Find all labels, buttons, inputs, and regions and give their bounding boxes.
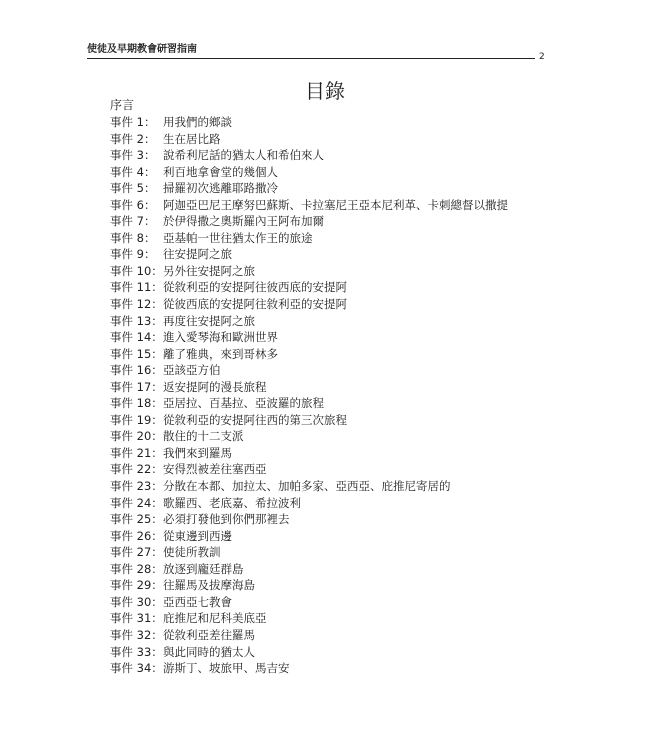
toc-entry — [110, 279, 508, 296]
toc-entry — [110, 395, 508, 412]
toc-entry-label: 事件 14： — [110, 330, 163, 345]
running-header: 使徒及早期教會研習指南 — [87, 44, 197, 55]
toc-entry-title: 從敘利亞差往羅馬 — [163, 627, 255, 642]
toc-entry-title: 亞基帕一世往猶太作王的旅途 — [163, 230, 313, 245]
toc-entry — [110, 197, 508, 214]
toc-entry-label: 事件 25： — [110, 512, 163, 527]
page-number: 2 — [539, 52, 545, 62]
toc-entry-title: 必須打發他到你們那裡去 — [163, 512, 290, 527]
toc-entry-title: 亞該亞方伯 — [163, 363, 221, 378]
toc-entry-title: 再度往安提阿之旅 — [163, 313, 255, 328]
toc-entry-label: 事件 26： — [110, 528, 163, 543]
toc-entry-label: 事件 30： — [110, 594, 163, 609]
toc-entry-label: 事件 1： — [110, 115, 156, 129]
toc-entry-label: 事件 11： — [110, 280, 163, 295]
toc-entry-title: 游斯丁、坡旅甲、馬吉安 — [163, 661, 290, 676]
toc-entry-label: 事件 24： — [110, 495, 163, 510]
toc-entry-label: 事件 6： — [110, 197, 156, 212]
toc-entry-title: 庇推尼和尼科美底亞 — [163, 611, 267, 626]
toc-entry-label: 事件 10： — [110, 263, 163, 278]
toc-entry-title: 阿迦亞巴尼王摩努巴蘇斯、卡拉塞尼王亞本尼利革、卡刺總督以撒提 — [163, 197, 508, 212]
toc-entry-label: 事件 4： — [110, 164, 156, 179]
toc-entry — [110, 346, 508, 363]
toc-entry-title: 利百地拿會堂的幾個人 — [163, 164, 278, 179]
toc-entry-title: 於伊得撒之奧斯羅內王阿布加爾 — [163, 214, 324, 229]
toc-entry — [110, 164, 508, 181]
toc-entry — [110, 561, 508, 578]
toc-entry — [110, 478, 508, 495]
toc-entry-label: 事件 32： — [110, 627, 163, 642]
toc-entry-title: 散住的十二支派 — [163, 429, 244, 444]
toc-entry-title: 進入愛琴海和歐洲世界 — [163, 330, 278, 345]
toc-entry-title: 從敘利亞的安提阿往彼西底的安提阿 — [163, 280, 347, 295]
toc-entry — [110, 461, 508, 478]
toc-entry-title: 亞居拉、百基拉、亞波羅的旅程 — [163, 396, 324, 411]
toc-entry-label: 事件 34： — [110, 661, 163, 676]
toc-entry-label: 事件 28： — [110, 561, 163, 576]
toc-entry-title: 另外往安提阿之旅 — [163, 263, 255, 278]
toc-entry-title: 從東邊到西邊 — [163, 528, 232, 543]
toc-entry — [110, 230, 508, 247]
toc-entry-label: 事件 3： — [110, 148, 156, 163]
toc-entry — [110, 362, 508, 379]
toc-entry — [110, 544, 508, 561]
toc-entry-label: 事件 16： — [110, 363, 163, 378]
toc-entry — [110, 379, 508, 396]
toc-entry — [110, 528, 508, 545]
toc-entry-label: 事件 18： — [110, 396, 163, 411]
toc-entry — [110, 313, 508, 330]
toc-entry — [110, 213, 508, 230]
toc-entry-label: 事件 29： — [110, 578, 163, 593]
toc-entry-title: 使徒所教訓 — [163, 545, 221, 560]
toc-entry-title: 從敘利亞的安提阿往西的第三次旅程 — [163, 412, 347, 427]
toc-entry-title: 亞西亞七教會 — [163, 594, 232, 609]
toc-entry-label: 事件 21： — [110, 445, 163, 460]
toc-entry — [110, 644, 508, 661]
toc-entry-title: 用我們的鄉談 — [163, 115, 232, 129]
toc-entry-title: 往羅馬及拔摩海島 — [163, 578, 255, 593]
toc-entry — [110, 412, 508, 429]
toc-entry-label: 事件 20： — [110, 429, 163, 444]
toc-entry-title: 安得烈被差往塞西亞 — [163, 462, 267, 477]
toc-entry — [110, 660, 508, 677]
toc-entry-label: 事件 19： — [110, 412, 163, 427]
toc-entry-label: 事件 9： — [110, 247, 156, 262]
toc-entry — [110, 577, 508, 594]
toc-entry-label: 事件 17： — [110, 379, 163, 394]
toc-entry-title: 返安提阿的漫長旅程 — [163, 379, 267, 394]
toc-entry — [110, 329, 508, 346]
toc-entry — [110, 495, 508, 512]
toc-entry — [110, 180, 508, 197]
toc-entry — [110, 147, 508, 164]
toc-entry-title: 分散在本都、加拉太、加帕多家、亞西亞、庇推尼寄居的 — [163, 479, 451, 494]
toc-entry-label: 事件 22： — [110, 462, 163, 477]
toc-entry — [110, 627, 508, 644]
toc-entry-label: 事件 8： — [110, 230, 156, 245]
toc-entry — [110, 594, 508, 611]
toc-entry-title: 離了雅典，來到哥林多 — [163, 346, 278, 361]
toc-entry-title: 歌羅西、老底嘉、希拉波利 — [163, 495, 301, 510]
toc-entry-title: 放逐到龐廷群島 — [163, 561, 244, 576]
toc-entry-label: 事件 23： — [110, 479, 163, 494]
toc-entry-label: 事件 7： — [110, 214, 156, 229]
toc-entry-title: 生在居比路 — [163, 131, 221, 146]
toc-entry-title: 往安提阿之旅 — [163, 247, 232, 262]
toc-entry — [110, 131, 508, 148]
toc-preface: 序言 — [110, 98, 135, 112]
toc-entry-label: 事件 13： — [110, 313, 163, 328]
toc-entry-title: 從彼西底的安提阿往敘利亞的安提阿 — [163, 297, 347, 312]
toc-entry-title: 我們來到羅馬 — [163, 445, 232, 460]
toc-entry — [110, 296, 508, 313]
toc-list — [110, 114, 508, 677]
toc-entry-label: 事件 5： — [110, 181, 156, 196]
toc-entry-title: 掃羅初次逃離耶路撒冷 — [163, 181, 278, 196]
toc-entry-label: 事件 15： — [110, 346, 163, 361]
header-rule — [87, 58, 535, 59]
toc-entry-title: 與此同時的猶太人 — [163, 644, 255, 659]
toc-entry — [110, 511, 508, 528]
page-title: 目錄 — [305, 79, 345, 103]
toc-entry — [110, 445, 508, 462]
toc-entry — [110, 610, 508, 627]
toc-entry — [110, 263, 508, 280]
toc-entry-label: 事件 33： — [110, 644, 163, 659]
toc-entry-label: 事件 2： — [110, 131, 156, 146]
toc-entry-label: 事件 31： — [110, 611, 163, 626]
toc-entry — [110, 246, 508, 263]
toc-entry — [110, 428, 508, 445]
toc-entry-title: 說希利尼話的猶太人和希伯來人 — [163, 148, 324, 163]
toc-entry — [110, 114, 508, 131]
toc-entry-label: 事件 12： — [110, 297, 163, 312]
toc-entry-label: 事件 27： — [110, 545, 163, 560]
